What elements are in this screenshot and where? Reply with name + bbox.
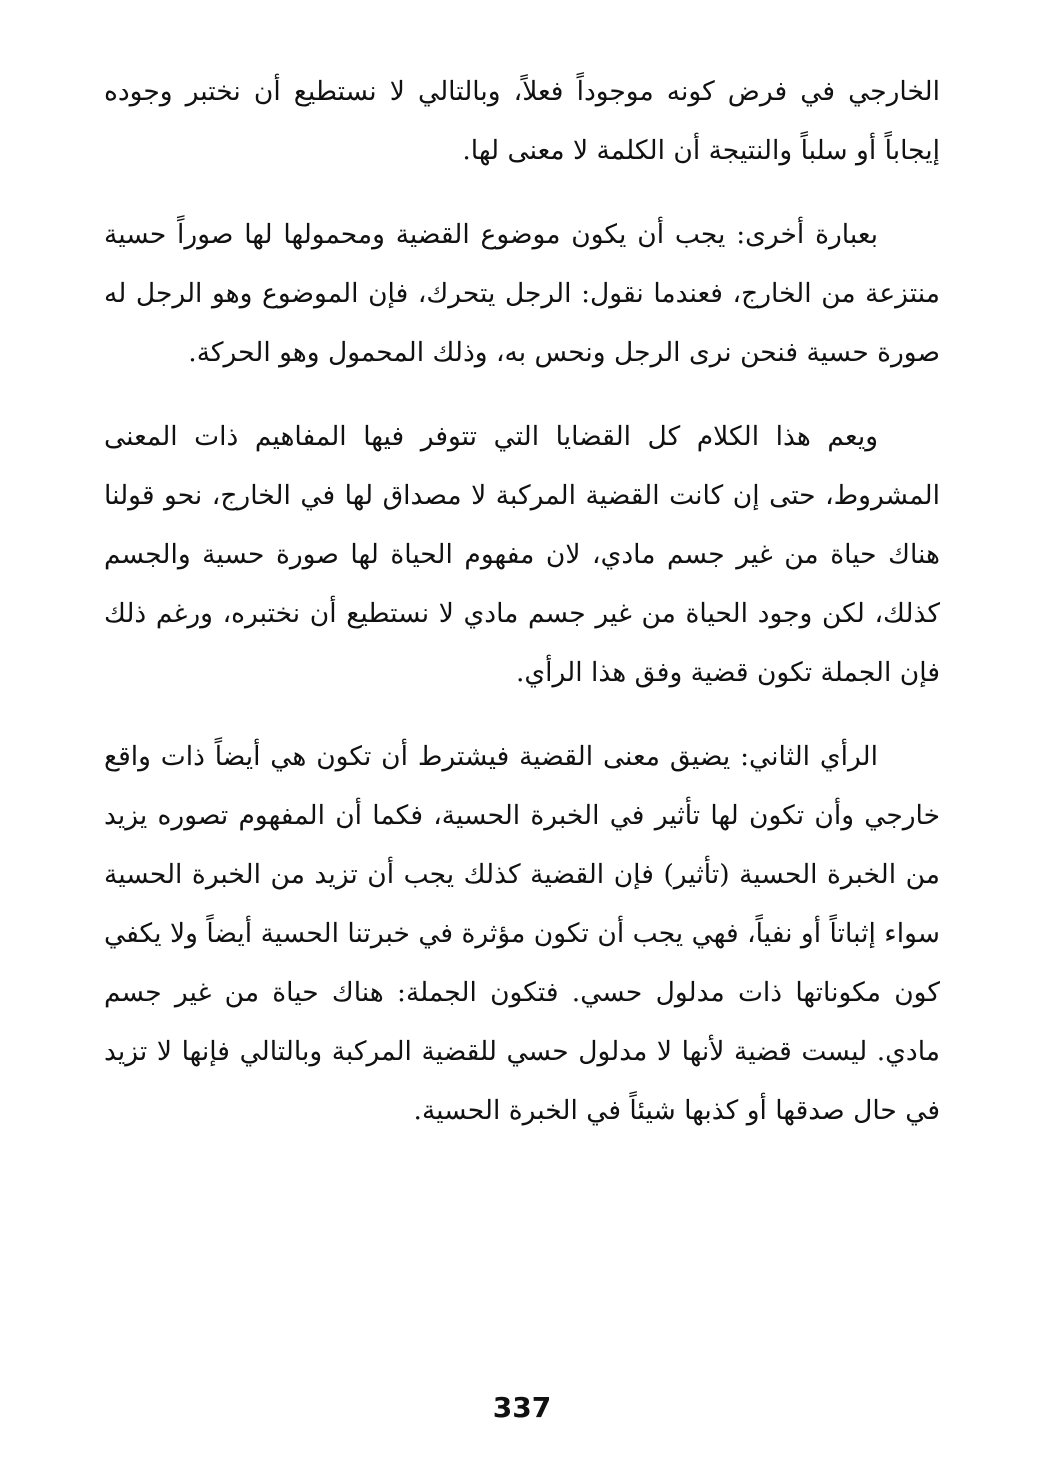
paragraph-second-opinion: الرأي الثاني: يضيق معنى القضية فيشترط أن تكون هي أيضاً ذات واقع خارجي وأن تكون لها تأثير في الخبرة الحسية، فكما أن المفهوم تصوره يزيد من الخبرة الحسية (تأثير) فإن القضية كذلك يجب أن تزيد من الخبرة الحسية سواء إثباتاً أو نفياً، فهي يجب أن تكون مؤثرة في خبرتنا الحسية أيضاً ولا يكفي كون مكوناتها ذات مدلول حسي. فتكون الجملة: هناك حياة من غير جسم مادي. ليست قضية لأنها لا مدلول حسي للقضية المركبة وبالتالي فإنها لا تزيد في حال صدقها أو كذبها شيئاً في الخبرة الحسية. (104, 741, 940, 1126)
paragraph-continued: الخارجي في فرض كونه موجوداً فعلاً، وبالتالي لا نستطيع أن نختبر وجوده إيجاباً أو سلباً والنتيجة أن الكلمة لا معنى لها. (104, 76, 940, 166)
paragraph-generalization: ويعم هذا الكلام كل القضايا التي تتوفر فيها المفاهيم ذات المعنى المشروط، حتى إن كانت القضية المركبة لا مصداق لها في الخارج، نحو قولنا هناك حياة من غير جسم مادي، لان مفهوم الحياة لها صورة حسية والجسم كذلك، لكن وجود الحياة من غير جسم مادي لا نستطيع أن نختبره، ورغم ذلك فإن الجملة تكون قضية وفق هذا الرأي. (104, 421, 940, 688)
paragraph-other-words: بعبارة أخرى: يجب أن يكون موضوع القضية ومحمولها لها صوراً حسية منتزعة من الخارج، فعندما نقول: الرجل يتحرك، فإن الموضوع وهو الرجل له صورة حسية فنحن نرى الرجل ونحس به، وذلك المحمول وهو الحركة. (104, 219, 940, 368)
body-text (104, 62, 940, 1165)
page-number: 337 (492, 1391, 552, 1424)
